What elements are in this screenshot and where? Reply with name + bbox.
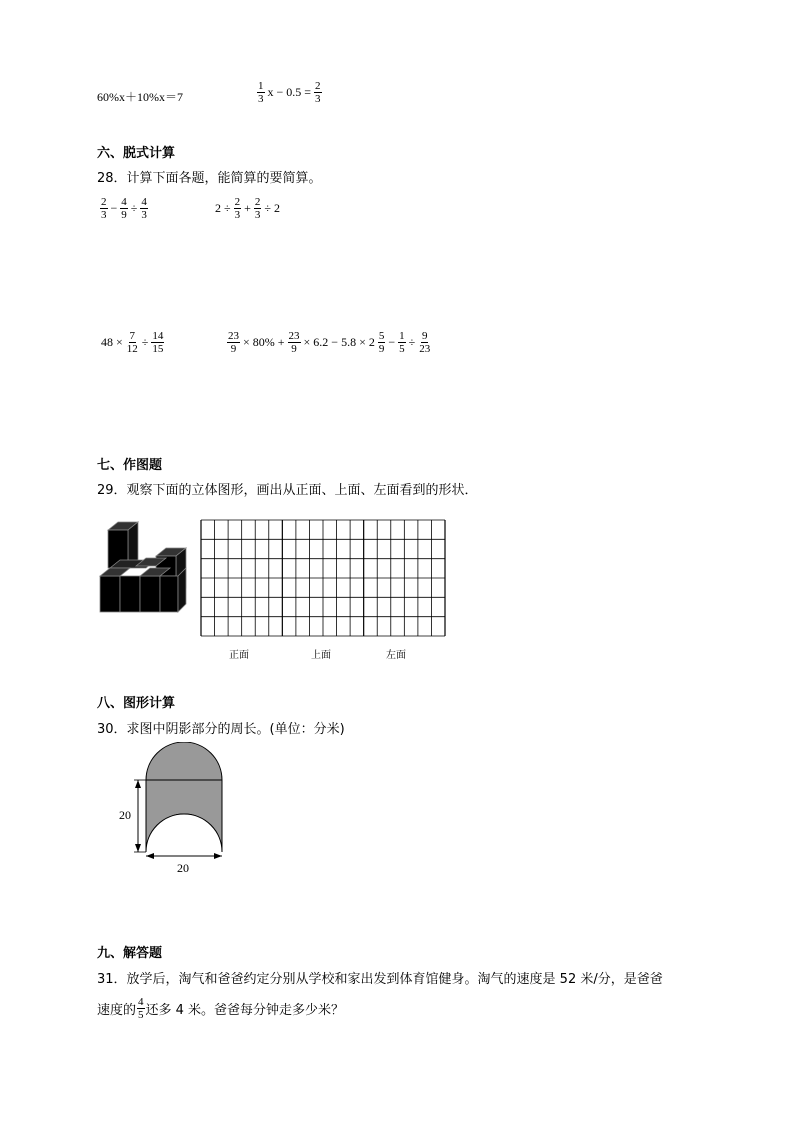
view-label-top: 上面 (311, 650, 331, 661)
section-heading-8: 八、图形计算 (97, 696, 176, 711)
drawing-grid[interactable] (200, 519, 446, 637)
dimension-height-label: 20 (119, 808, 131, 822)
fraction: $\frac{4}{5}$ (138, 996, 144, 1021)
question-31-line-2: 速度的 $\frac{4}{5}$ 还多 4 米。爸爸每分钟走多少米？ (97, 996, 345, 1021)
cube-stack-figure (98, 520, 194, 614)
view-label-left: 左面 (386, 650, 406, 661)
question-31-line-1: 31．放学后，淘气和爸爸约定分别从学校和家出发到体育馆健身。淘气的速度是 52 米/分，是爸爸 (97, 972, 663, 987)
section-heading-9: 九、解答题 (97, 946, 163, 961)
shaded-arch-figure (118, 742, 230, 878)
problem-28-3: 48 × $\frac{7}{12}$ ÷ $\frac{14}{15}$ (101, 330, 164, 355)
equation-1-text: 60%x＋10%x＝7 (97, 90, 183, 104)
fraction: $\frac{1}{3}$ (258, 80, 264, 105)
problem-28-1: $\frac{2}{3}$ − $\frac{4}{9}$ ÷ $\frac{4}{3}$ (101, 196, 147, 221)
fraction: $\frac{2}{3}$ (315, 80, 321, 105)
question-30: 30．求图中阴影部分的周长。(单位：分米) (97, 722, 345, 737)
question-29: 29．观察下面的立体图形，画出从正面、上面、左面看到的形状． (97, 483, 478, 498)
equation-1 (97, 88, 183, 105)
question-28: 28．计算下面各题，能简算的要简算。 (97, 171, 322, 186)
view-label-front: 正面 (229, 650, 249, 661)
problem-28-2: 2 ÷ $\frac{2}{3}$ + $\frac{2}{3}$ ÷ 2 (215, 196, 280, 221)
section-heading-7: 七、作图题 (97, 458, 163, 473)
equation-2 (256, 80, 323, 105)
section-heading-6: 六、脱式计算 (97, 146, 176, 161)
dimension-width-label: 20 (177, 861, 189, 875)
problem-28-4: $\frac{23}{9}$ × 80% + $\frac{23}{9}$ × 6.2 − 5.8 × 2 $\frac{5}{9}$ − $\frac{1}{5}$ ÷ $\frac{9}{23}$ (228, 330, 431, 355)
equation-2-middle: x − 0.5 = (267, 85, 312, 99)
